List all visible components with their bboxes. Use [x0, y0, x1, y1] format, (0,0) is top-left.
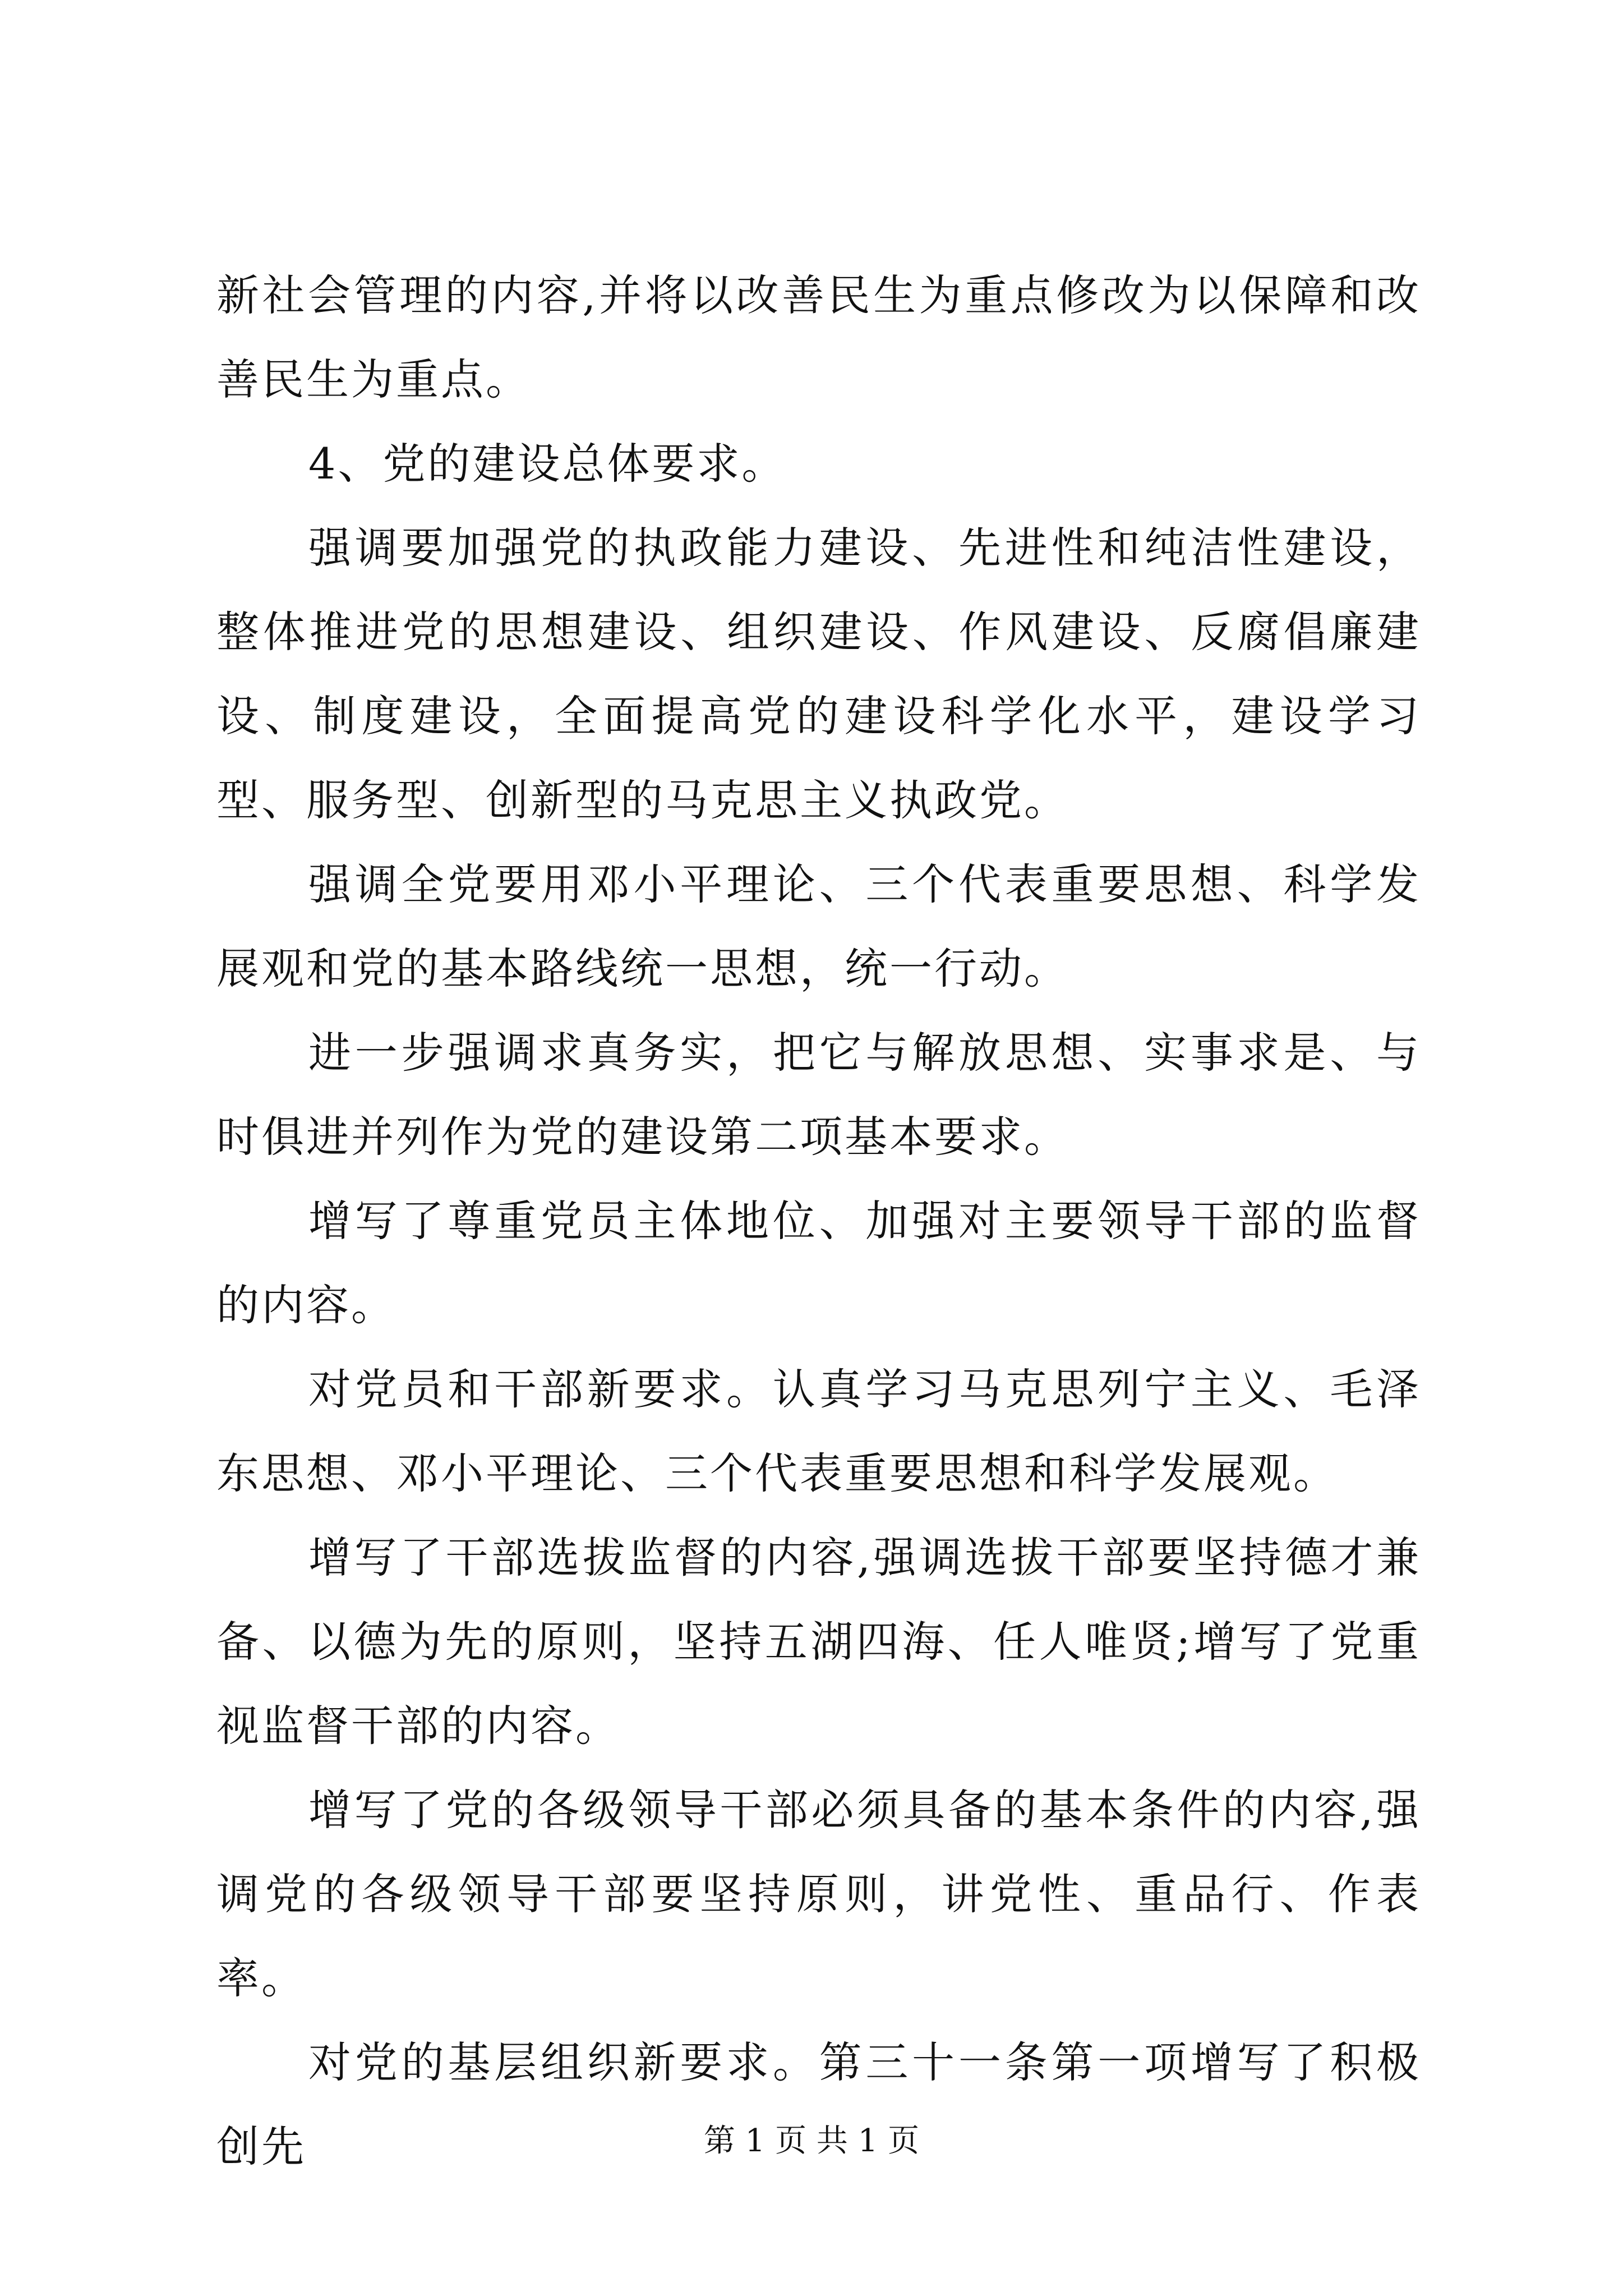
paragraph-9: 增写了党的各级领导干部必须具备的基本条件的内容,强调党的各级领导干部要坚持原则，讲党性、重品行、作表率。 — [216, 1785, 1421, 2003]
paragraph-2: 4、党的建设总体要求。 — [308, 439, 787, 489]
page-number-label: 第 1 页 共 1 页 — [703, 2123, 920, 2159]
paragraph-6: 增写了尊重党员主体地位、加强对主要领导干部的监督的内容。 — [216, 1196, 1421, 1330]
paragraph-3: 强调要加强党的执政能力建设、先进性和纯洁性建设，整体推进党的思想建设、组织建设、作风建设、反腐倡廉建设、制度建设，全面提高党的建设科学化水平，建设学习型、服务型、创新型的马克思主义执政党。 — [216, 523, 1421, 825]
paragraph-1: 新社会管理的内容,并将以改善民生为重点修改为以保障和改善民生为重点。 — [216, 270, 1421, 404]
page-footer — [0, 2122, 1623, 2161]
paragraph-7: 对党员和干部新要求。认真学习马克思列宁主义、毛泽东思想、邓小平理论、三个代表重要思想和科学发展观。 — [216, 1364, 1421, 1498]
paragraph-4: 强调全党要用邓小平理论、三个代表重要思想、科学发展观和党的基本路线统一思想，统一行动。 — [216, 859, 1421, 993]
paragraph-8: 增写了干部选拔监督的内容,强调选拔干部要坚持德才兼备、以德为先的原则，坚持五湖四海、任人唯贤;增写了党重视监督干部的内容。 — [216, 1533, 1421, 1751]
document-body — [216, 254, 1421, 2189]
paragraph-5: 进一步强调求真务实，把它与解放思想、实事求是、与时俱进并列作为党的建设第二项基本要求。 — [216, 1028, 1421, 1162]
paragraph-10: 对党的基层组织新要求。第三十一条第一项增写了积极创先 — [216, 2037, 1421, 2171]
